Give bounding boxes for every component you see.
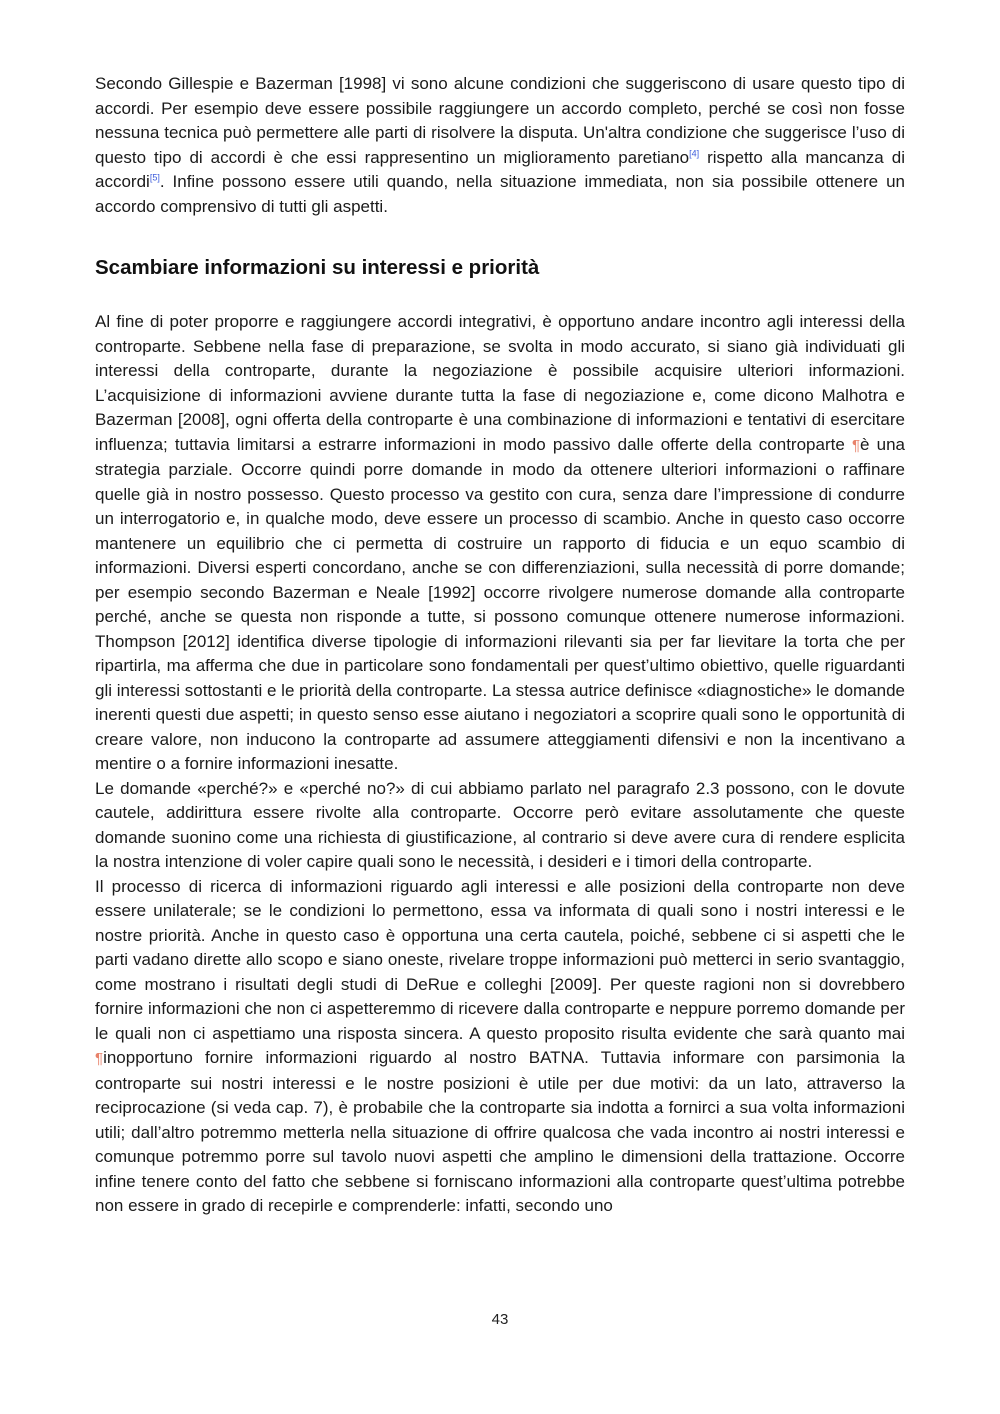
pilcrow-mark: ¶ bbox=[851, 436, 861, 454]
intro-text-part1: Secondo Gillespie e Bazerman [1998] vi sono alcune condizioni che suggeriscono di usare questo tipo di accordi. Per esempio deve essere possibile raggiungere un accordo completo, perché se così non fosse nessuna tecnica può permettere alle parti di risolvere la disputa. Un'altra condizione che suggerisce l’uso di questo tipo di accordi è che essi rappresentino un miglioramento paretiano bbox=[95, 74, 905, 167]
pilcrow-mark: ¶ bbox=[95, 1050, 104, 1067]
body1-text-part1: Al fine di poter proporre e raggiungere accordi integrativi, è opportuno andare incontro agli interessi della controparte. Sebbene nella fase di preparazione, se svolta in modo accurato, si siano già individuati gli interessi della controparte, durante la negoziazione è possibile acquisire ulteriori informazioni. L’acquisizione di informazioni avviene durante tutta la fase di negoziazione e, come dicono Malhotra e Bazerman [2008], ogni offerta della controparte è una combinazione di informazioni e tentativi di esercitare influenza; tuttavia limitarsi a estrarre informazioni in modo passivo dalle offerte della controparte bbox=[95, 312, 905, 454]
body-paragraph-3 bbox=[95, 875, 905, 1219]
document-page bbox=[95, 72, 905, 1219]
body3-text-part2: inopportuno fornire informazioni riguardo al nostro BATNA. Tuttavia informare con parsimonia la controparte sui nostri interessi e le nostre posizioni è utile per due motivi: da un lato, attraverso la reciprocazione (si veda cap. 7), è probabile che la controparte sia indotta a fornirci a sua volta informazioni utili; dall’altro potremmo metterla nella situazione di offrire qualcosa che vada incontro ai nostri interessi e comunque potremmo porre sul tavolo nuovi aspetti che amplino le dimensioni della trattazione. Occorre infine tenere conto del fatto che sebbene si forniscano informazioni alla controparte quest’ultima potrebbe non essere in grado di recepirle e comprenderle: infatti, secondo uno bbox=[95, 1048, 905, 1215]
body-paragraph-1 bbox=[95, 310, 905, 777]
body3-text-part1: Il processo di ricerca di informazioni riguardo agli interessi e alle posizioni della controparte non deve essere unilaterale; se le condizioni lo permettono, essa va informata di quali sono i nostri interessi e le nostre priorità. Anche in questo caso è opportuna una certa cautela, poiché, sebbene ci si aspetti che le parti vadano dirette allo scopo e siano oneste, rivelare troppe informazioni può metterci in serio svantaggio, come mostrano i risultati degli studi di DeRue e colleghi [2009]. Per queste ragioni non si dovrebbero fornire informazioni che non ci aspetteremmo di ricevere dalla controparte e neppure porremo domande per le quali non ci aspettiamo una risposta sincera. A questo proposito risulta evidente che sarà quanto mai bbox=[95, 876, 905, 1043]
footnote-link-5[interactable]: [5] bbox=[149, 172, 160, 183]
footnote-link-4[interactable]: [4] bbox=[689, 147, 700, 158]
intro-text-part3: . Infine possono essere utili quando, nella situazione immediata, non sia possibile ottenere un accordo comprensivo di tutti gli aspetti. bbox=[95, 172, 905, 216]
intro-paragraph bbox=[95, 72, 905, 219]
body-paragraph-2: Le domande «perché?» e «perché no?» di cui abbiamo parlato nel paragrafo 2.3 possono, con le dovute cautele, addirittura essere rivolte alla controparte. Occorre però evitare assolutamente che queste domande suonino come una richiesta di giustificazione, al contrario si deve avere cura di rendere esplicita la nostra intenzione di voler capire quali sono le necessità, i desideri e i timori della controparte. bbox=[95, 778, 905, 871]
intro-text-part2: rispetto alla mancanza di accordi bbox=[95, 147, 905, 191]
body1-text-part2: è una strategia parziale. Occorre quindi porre domande in modo da ottenere ulteriori informazioni o raffinare quelle già in nostro possesso. Questo processo va gestito con cura, senza dare l’impressione di condurre un interrogatorio e, in qualche modo, deve essere un processo di scambio. Anche in questo caso occorre mantenere un equilibrio che ci permetta di costruire un rapporto di fiducia e un equo scambio di informazioni. Diversi esperti concordano, anche se con differenziazioni, sulla necessità di porre domande; per esempio secondo Bazerman e Neale [1992] occorre rivolgere numerose domande alla controparte perché, anche se questa non risponde a tutte, si possono comunque ottenere numerose informazioni. Thompson [2012] identifica diverse tipologie di informazioni rilevanti sia per far lievitare la torta che per ripartirla, ma afferma che due in particolare sono fondamentali per quest’ultimo obiettivo, quelle riguardanti gli interessi sottostanti e le priorità della controparte. La stessa autrice definisce «diagnostiche» le domande inerenti questi due aspetti; in questo senso esse aiutano i negoziatori a scoprire quali sono le opportunità di creare valore, non inducono la controparte ad assumere atteggiamenti difensivi e non la incentivano a mentire o a fornire informazioni inesatte. bbox=[95, 434, 905, 773]
section-heading: Scambiare informazioni su interessi e priorità bbox=[95, 256, 540, 279]
page-number: 43 bbox=[491, 1311, 509, 1328]
